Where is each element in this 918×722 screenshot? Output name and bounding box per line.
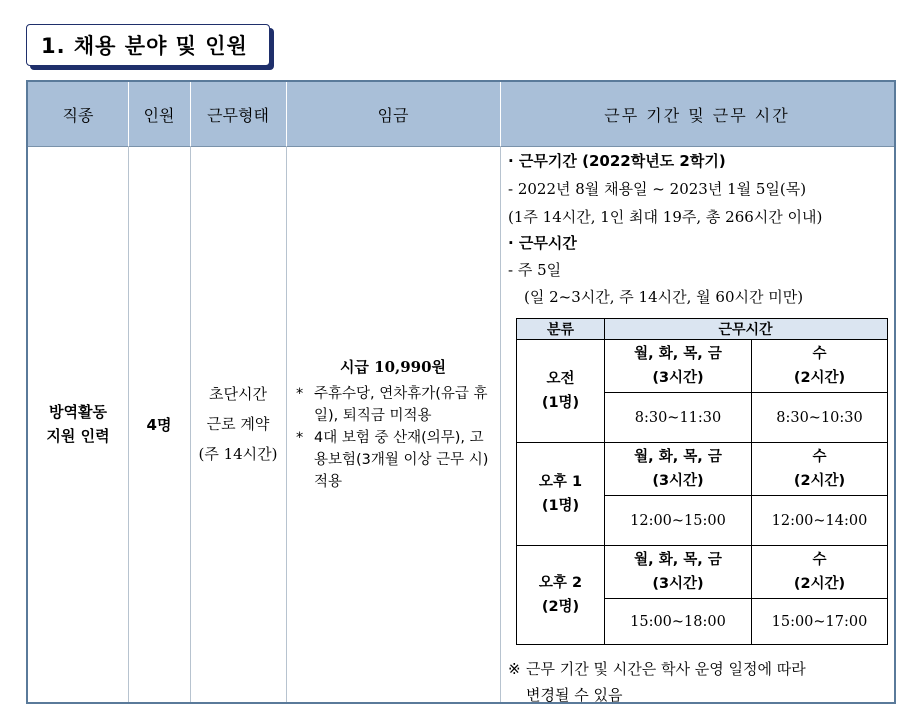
weekday-time: 12:00~15:00 [630, 512, 726, 529]
weekday-hours: (3시간) [652, 473, 704, 489]
header-pay: 임금 [377, 105, 409, 125]
weekday-label: 월, 화, 목, 금 [634, 346, 722, 362]
schedule-header-hours: 근무시간 [718, 322, 773, 338]
wednesday-time: 12:00~14:00 [771, 512, 868, 529]
header-divider [286, 82, 287, 146]
schedule-header [517, 319, 887, 340]
header-count: 인원 [143, 105, 175, 125]
wednesday-hours: (2시간) [793, 576, 846, 592]
pay-note [296, 383, 494, 427]
section-title: 1. 채용 분야 및 인원 [26, 24, 270, 66]
work-type-line: (주 14시간) [198, 445, 278, 463]
schedule-table [516, 318, 888, 645]
hours-heading: · 근무시간 [508, 234, 577, 252]
job-line: 지원 인력 [46, 427, 110, 445]
wednesday-label: 수 [812, 449, 827, 465]
wednesday-hours: (2시간) [793, 473, 846, 489]
period-line: - 2022년 8월 채용일 ~ 2023년 1월 5일(목) [508, 180, 807, 198]
note-bullet: * [296, 429, 304, 446]
weekday-label: 월, 화, 목, 금 [634, 552, 722, 568]
pay-cell [286, 146, 500, 702]
pay-note [296, 427, 494, 493]
hours-line: (일 2~3시간, 주 14시간, 월 60시간 미만) [524, 288, 804, 306]
header-period: 근무 기간 및 근무 시간 [604, 105, 790, 125]
weekday-label: 월, 화, 목, 금 [634, 449, 722, 465]
schedule-row [517, 546, 887, 644]
wednesday-cell [752, 443, 887, 495]
shift-cell [517, 443, 604, 545]
note-bullet: * [296, 385, 304, 402]
wednesday-time: 15:00~17:00 [771, 613, 868, 630]
wednesday-hours: (2시간) [793, 370, 846, 386]
header-divider [190, 82, 191, 146]
job-cell [28, 146, 128, 702]
shift-people: (2명) [541, 599, 580, 615]
header-job: 직종 [62, 105, 94, 125]
wednesday-cell [752, 340, 887, 392]
shift-name: 오후 1 [538, 474, 583, 490]
shift-name: 오후 2 [538, 575, 583, 591]
header-divider [128, 82, 129, 146]
recruitment-table [26, 80, 896, 704]
shift-cell [517, 546, 604, 644]
period-heading: · 근무기간 (2022학년도 2학기) [508, 152, 726, 170]
shift-cell [517, 340, 604, 442]
note-text: 변경될 수 있음 [526, 686, 623, 704]
work-type-line: 초단시간 [209, 385, 267, 403]
work-type-cell [190, 146, 286, 702]
note-symbol: ※ [508, 660, 521, 678]
schedule-row [517, 340, 887, 442]
hourly-wage: 시급 10,990원 [339, 357, 447, 376]
shift-people: (1명) [541, 498, 580, 514]
work-type-line: 근로 계약 [206, 415, 270, 433]
pay-note-text: 4대 보험 중 산재(의무), 고용보험(3개월 이상 근무 시) 적용 [314, 429, 489, 490]
period-line: (1주 14시간, 1인 최대 19주, 총 266시간 이내) [508, 208, 823, 226]
pay-note-text: 주휴수당, 연차휴가(유급 휴일), 퇴직금 미적용 [314, 385, 488, 424]
schedule-row [517, 443, 887, 545]
wednesday-label: 수 [812, 346, 827, 362]
weekday-cell [605, 443, 751, 495]
wednesday-time: 8:30~10:30 [776, 409, 863, 426]
weekday-cell [605, 340, 751, 392]
wednesday-cell [752, 546, 887, 598]
weekday-hours: (3시간) [652, 370, 704, 386]
period-cell [500, 146, 894, 702]
table-header [28, 82, 894, 147]
count-cell: 4명 [146, 415, 172, 434]
header-divider [500, 82, 501, 146]
shift-name: 오전 [546, 371, 575, 387]
weekday-cell [605, 546, 751, 598]
schedule-note [508, 656, 806, 708]
weekday-time: 8:30~11:30 [634, 409, 722, 426]
header-work-type: 근무형태 [207, 105, 269, 125]
note-text: 근무 기간 및 시간은 학사 운영 일정에 따라 [526, 660, 806, 678]
schedule-header-type: 분류 [546, 322, 575, 338]
weekday-hours: (3시간) [652, 576, 704, 592]
shift-people: (1명) [541, 395, 580, 411]
hours-line: - 주 5일 [508, 261, 562, 279]
wednesday-label: 수 [812, 552, 827, 568]
job-line: 방역활동 [49, 403, 107, 421]
weekday-time: 15:00~18:00 [630, 613, 726, 630]
